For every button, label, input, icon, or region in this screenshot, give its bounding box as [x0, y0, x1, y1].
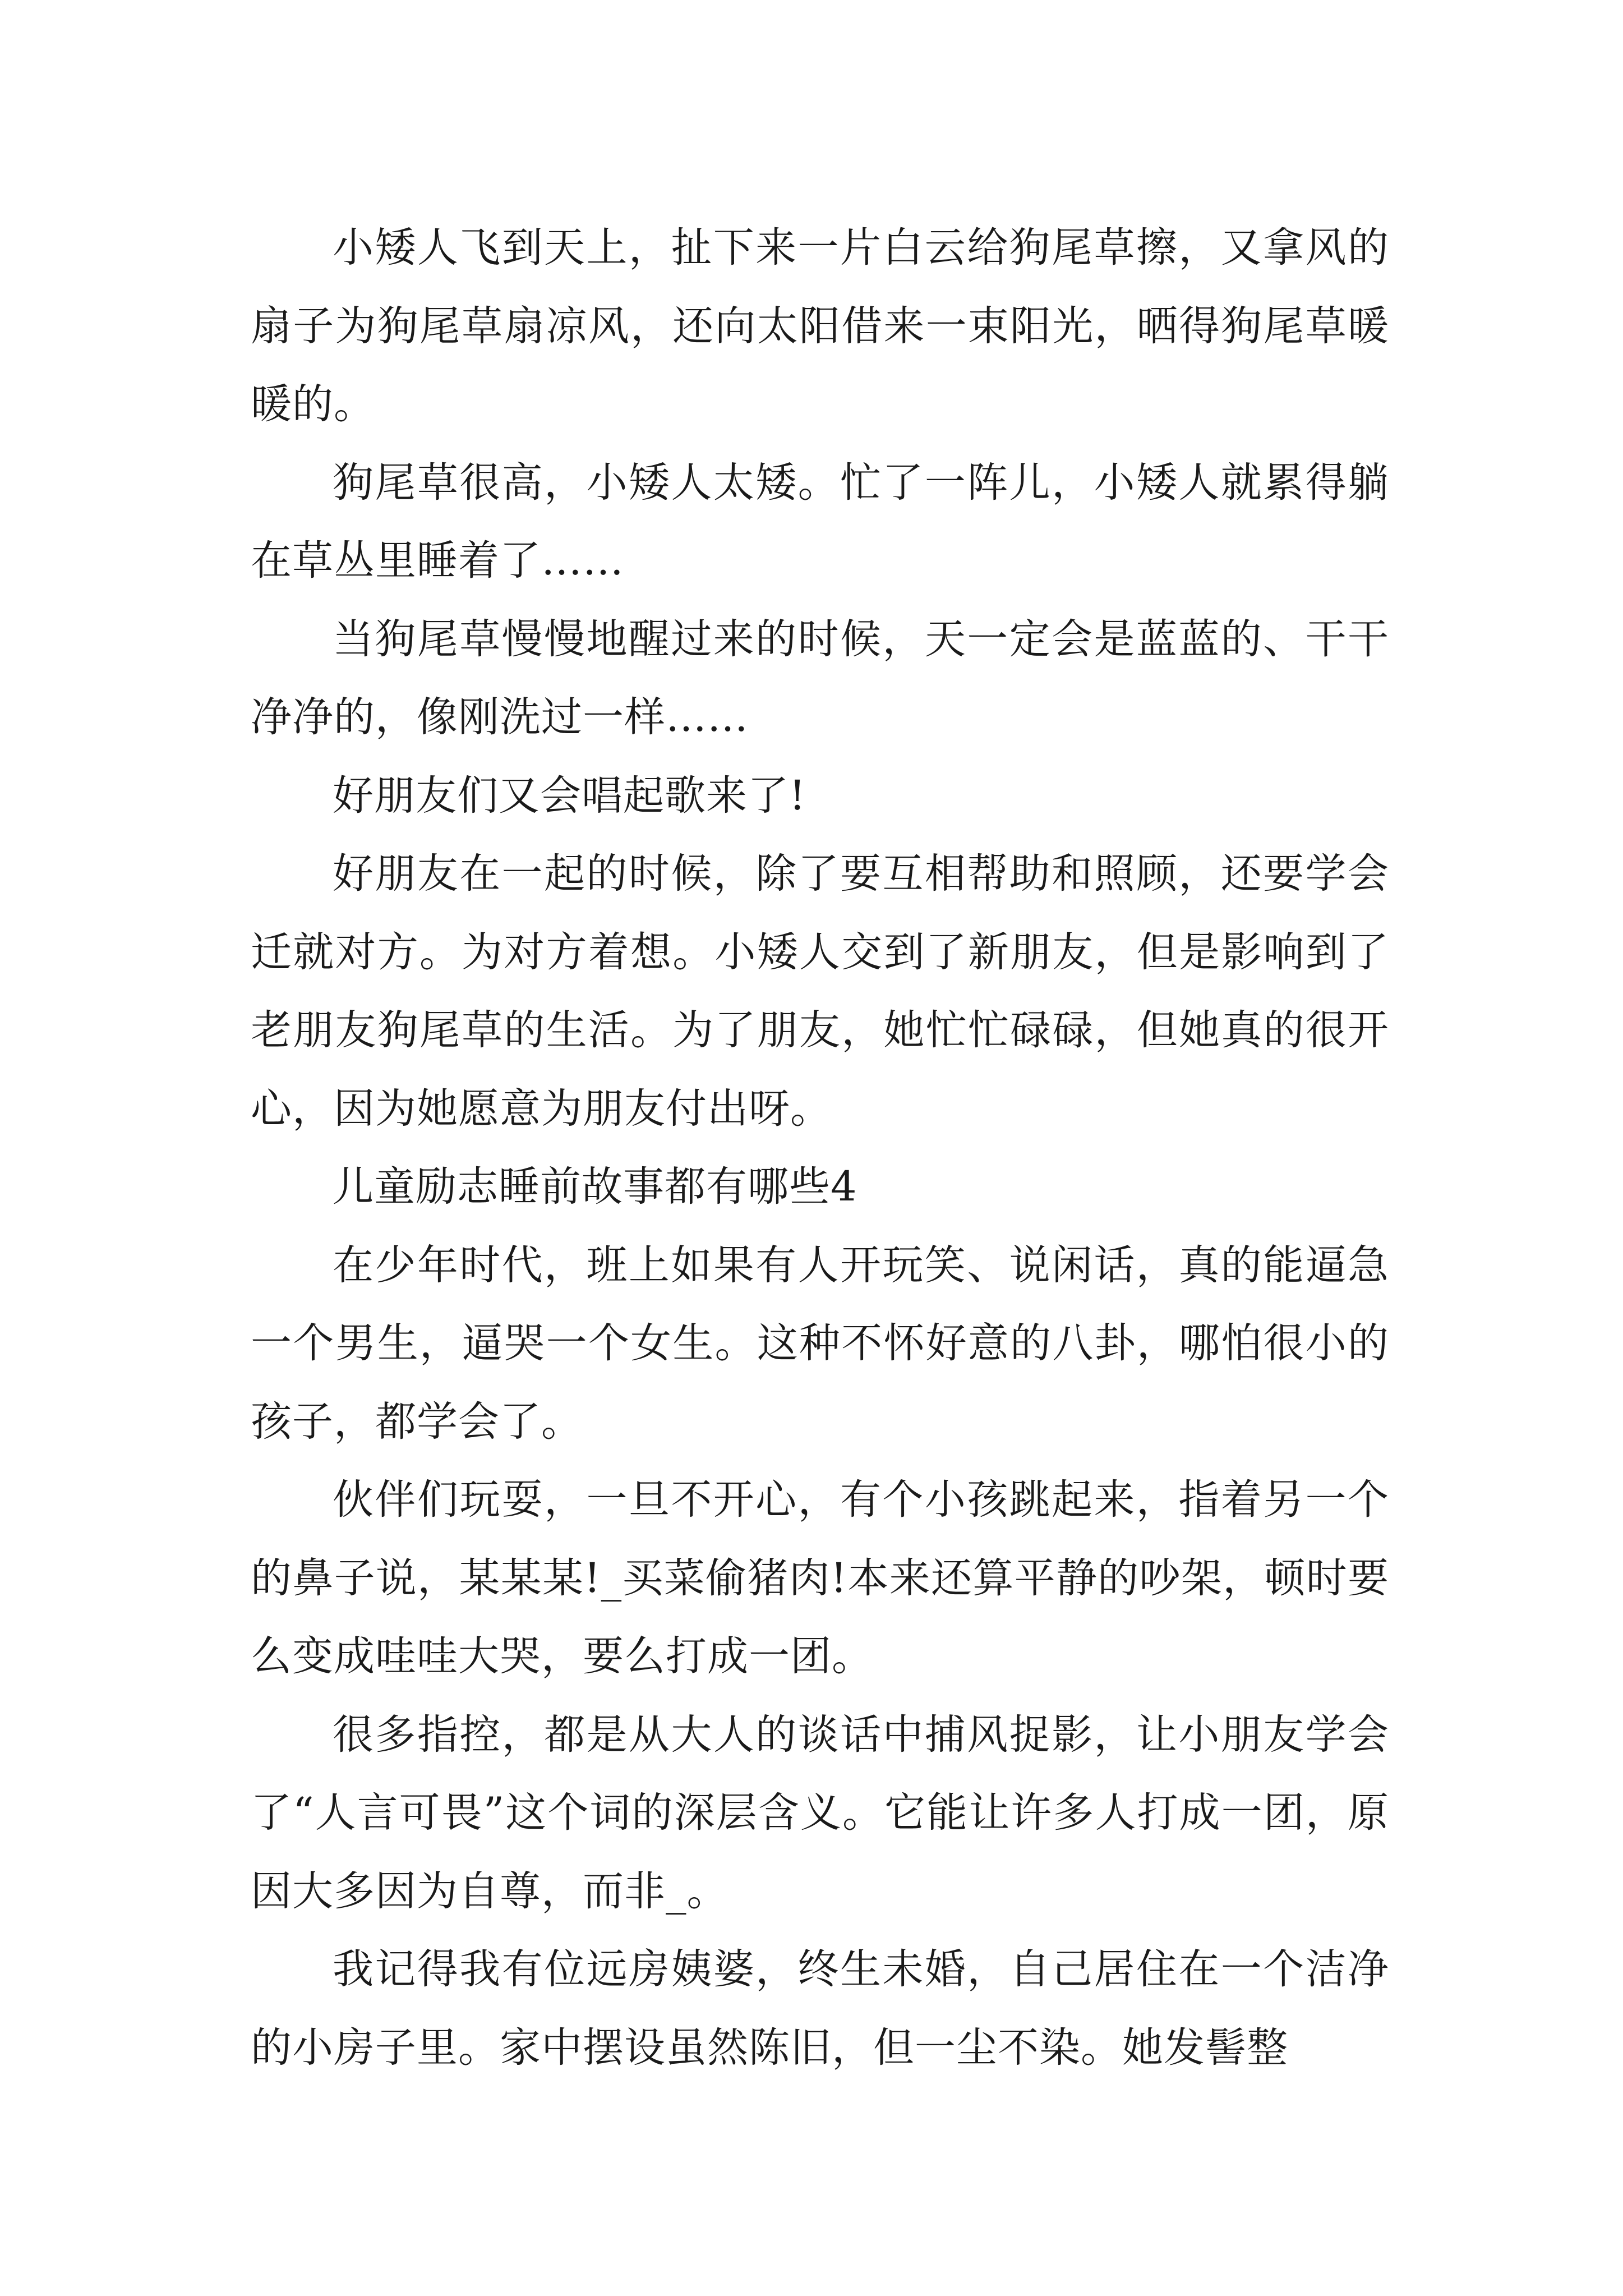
- body-text: [251, 209, 1389, 2087]
- section-heading: 儿童励志睡前故事都有哪些4: [333, 1163, 857, 1211]
- paragraph: 小矮人飞到天上，扯下来一片白云给狗尾草擦，又拿风的扇子为狗尾草扇凉风，还向太阳借来一束阳光，晒得狗尾草暖暖的。: [251, 224, 1389, 428]
- paragraph: 伙伴们玩耍，一旦不开心，有个小孩跳起来，指着另一个的鼻子说，某某某!_买菜偷猪肉!本来还算平静的吵架，顿时要么变成哇哇大哭，要么打成一团。: [251, 1476, 1389, 1680]
- paragraph: 好朋友在一起的时候，除了要互相帮助和照顾，还要学会迁就对方。为对方着想。小矮人交到了新朋友，但是影响到了老朋友狗尾草的生活。为了朋友，她忙忙碌碌，但她真的很开心，因为她愿意为朋友付出呀。: [251, 850, 1389, 1133]
- paragraph: 很多指控，都是从大人的谈话中捕风捉影，让小朋友学会了“人言可畏”这个词的深层含义。它能让许多人打成一团，原因大多因为自尊，而非_。: [251, 1710, 1389, 1915]
- paragraph: 我记得我有位远房姨婆，终生未婚，自己居住在一个洁净的小房子里。家中摆设虽然陈旧，但一尘不染。她发髻整: [251, 1945, 1389, 2072]
- paragraph: 在少年时代，班上如果有人开玩笑、说闲话，真的能逼急一个男生，逼哭一个女生。这种不怀好意的八卦，哪怕很小的孩子，都学会了。: [251, 1241, 1389, 1446]
- paragraph: 当狗尾草慢慢地醒过来的时候，天一定会是蓝蓝的、干干净净的，像刚洗过一样……: [251, 615, 1389, 741]
- paragraph: 狗尾草很高，小矮人太矮。忙了一阵儿，小矮人就累得躺在草丛里睡着了……: [251, 458, 1389, 585]
- paragraph: 好朋友们又会唱起歌来了!: [333, 771, 806, 820]
